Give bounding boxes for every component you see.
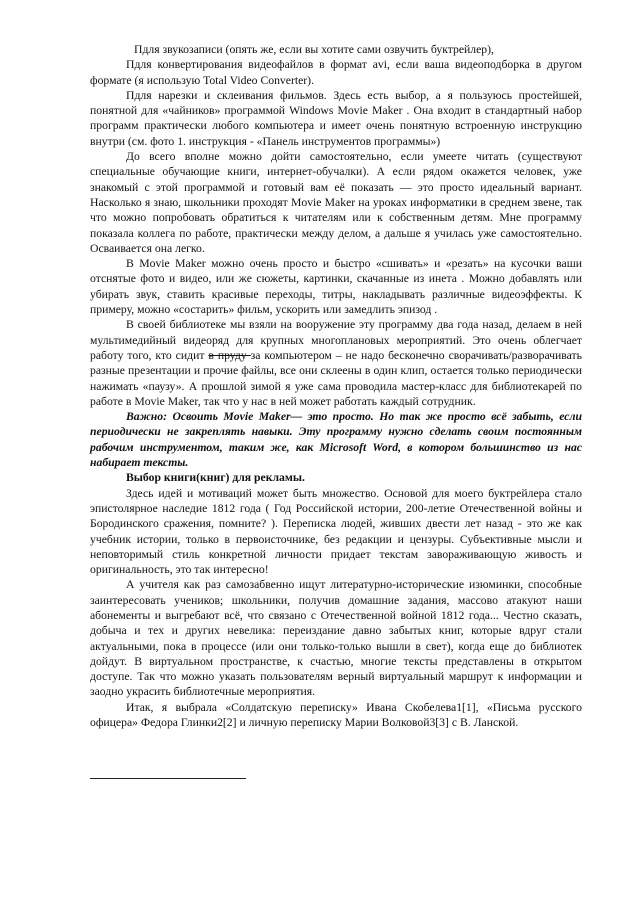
section-heading-book-choice: Выбор книги(книг) для рекламы. — [126, 471, 305, 485]
paragraph-teachers-search: А учителя как раз самозабвенно ищут литературно-исторические изюминки, способные заинтересовать учеников; школьники, получив домашние задания, массово атакуют наши абонементы и выгребают всё, что связано с Отечественной войной 1812 года... Честно сказать, добыча и тех и других невелика: переиздание давно забытых книг, которые вдруг стали актуальными, пока в процессе (или они только-только вышли в свет), когда еще до библиотек дойдут. В виртуальном пространстве, к счастью, многие тексты представлены в открытом доступе. Так что можно указать пользователям верный виртуальный маршрут к информации и заодно украсить библиотечные мероприятия. — [90, 578, 582, 699]
paragraph-library-usage — [90, 317, 582, 409]
important-note-text: Movie Maker— это просто. Но так же просто всё забыть, если периодически не закреплять навыки. Эту программу нужно сделать своим постоянным рабочим инструментом, таким же, как Microsoft Word, в котором большинство из нас набирает тексты. — [90, 410, 582, 470]
paragraph-audio-recording: Пдля звукозаписи (опять же, если вы хотите сами озвучить буктрейлер), — [134, 43, 494, 56]
library-usage-text-1: В своей библиотеке мы взяли на вооружение эту программу два года назад, делаем в ней мультимедийный видеоряд для крупных многоплановых мероприятий. Это очень облегчает работу того, кто сидит — [90, 318, 582, 362]
important-note-lead: Важно: Освоить — [126, 410, 218, 424]
paragraph-movie-maker-features: В Movie Maker можно очень просто и быстро «сшивать» и «резать» на кусочки ваши отснятые фото и видео, или же сюжеты, картинки, скачанные из инета . Можно добавлять или убирать звук, ставить красивые переходы, титры, накладывать различные видеоэффекты. К примеру, можно «состарить» фильм, ускорить или замедлить эпизод . — [90, 257, 582, 317]
paragraph-book-selection: Итак, я выбрала «Солдатскую переписку» Ивана Скобелева1[1], «Письма русского офицера» Федора Глинки2[2] и личную переписку Марии Волковой3[3] с В. Ланской. — [90, 700, 582, 730]
paragraph-film-editing: Пдля нарезки и склеивания фильмов. Здесь есть выбор, а я пользуюсь простейшей, понятной для «чайников» программой Windows Movie Maker . Она входит в стандартный набор программ практически любого компьютера и имеет очень понятную встроенную инструкцию внутри (см. фото 1. инструкция - «Панель инструментов программы») — [90, 88, 582, 148]
paragraph-ideas-motivation: Здесь идей и мотиваций может быть множество. Основой для моего буктрейлера стало эпистолярное наследие 1812 года ( Год Российской истории, 200-летие Отечественной войны и Бородинского сражения, помните? ). Переписка людей, живших двести лет назад - это же как учебник истории, только в первоисточнике, без редакции и цензуры. Субъективные мысли и неповторимый стиль конкретной личности придает текстам завораживающую живость и оригинальность, это так интересно! — [90, 486, 582, 577]
struck-out-text: в пруду — [208, 348, 251, 362]
paragraph-self-learning: До всего вполне можно дойти самостоятельно, если умеете читать (существуют специальные обучающие книги, интернет-обучалки). А если рядом окажется человек, уже знакомый с этой программой и готовый вам её показать — это просто идеальный вариант. Насколько я знаю, школьники проходят Movie Maker на уроках информатики в среднем звене, так что можно попробовать обратиться к читателям или к собственным детям. Мне программу показала коллега по работе, практически между делом, а дальше я училась уже самостоятельно. Осваивается она легко. — [90, 150, 582, 255]
paragraph-important-note — [90, 409, 582, 470]
library-usage-text-2: за компьютером – не надо бесконечно сворачивать/разворачивать разные презентации и прочие файлы, все они склеены в один клип, остается только периодически нажимать «паузу». А прошлой зимой я уже сама проводила мастер-класс для библиотекарей по работе в Movie Maker, так что у нас в ней может работать каждый сотрудник. — [90, 348, 582, 408]
paragraph-video-conversion: Пдля конвертирования видеофайлов в формат avi, если ваша видеоподборка в другом формате (я использую Total Video Converter). — [90, 58, 582, 87]
footnote-separator — [90, 778, 246, 779]
document-body — [90, 42, 582, 730]
